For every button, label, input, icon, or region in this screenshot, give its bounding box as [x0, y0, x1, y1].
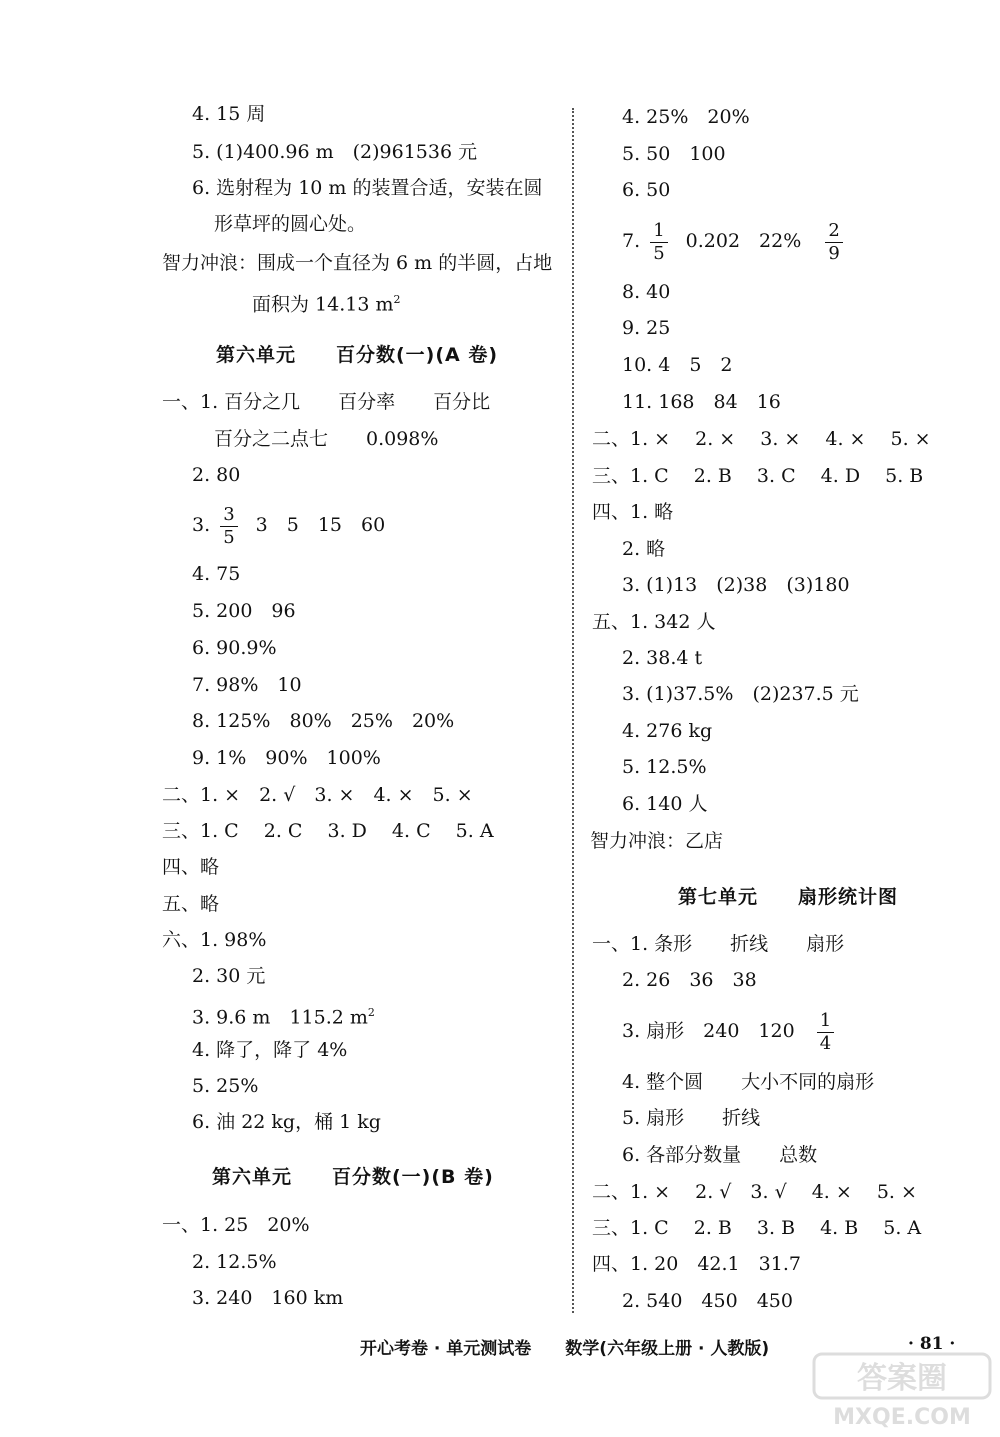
answer-line: 2. 80: [192, 464, 241, 486]
watermark-logo: [812, 1352, 992, 1430]
section-heading: 第七单元 扇形统计图: [678, 886, 899, 908]
answer-line: 6. 90.9%: [192, 637, 277, 659]
answer-line: 3. 240 160 km: [192, 1287, 344, 1309]
fraction: $\frac{2}{9}$: [825, 220, 842, 265]
answer-line: 5. 50 100: [622, 143, 726, 165]
answer-line: 3. $\frac{3}{5}$ 3 5 15 60: [192, 503, 386, 548]
answer-line: 二、1. × 2. √ 3. √ 4. × 5. ×: [592, 1181, 917, 1203]
answer-line: 四、略: [162, 856, 220, 878]
answer-line: 5. 12.5%: [622, 756, 707, 778]
svg-text:MXQE.COM: MXQE.COM: [833, 1405, 971, 1430]
answer-line: 9. 1% 90% 100%: [192, 747, 381, 769]
answer-line: 百分之二点七 0.098%: [214, 428, 439, 450]
answer-line: 4. 15 周: [192, 103, 266, 125]
section-heading: 第六单元 百分数(一)(A 卷): [216, 344, 499, 366]
section-heading: 第六单元 百分数(一)(B 卷): [212, 1166, 494, 1188]
column-divider: [572, 108, 574, 1313]
answer-line: 6. 选射程为 10 m 的装置合适，安装在圆: [192, 177, 543, 199]
answer-line: 智力冲浪：围成一个直径为 6 m 的半圆，占地: [162, 252, 553, 274]
answer-line: 8. 40: [622, 281, 671, 303]
answer-line: 四、1. 20 42.1 31.7: [592, 1253, 801, 1275]
answer-line: 2. 略: [622, 538, 666, 560]
answer-line: 5. 扇形 折线: [622, 1107, 761, 1129]
answer-line: 三、1. C 2. B 3. C 4. D 5. B: [592, 465, 924, 487]
answer-line: 4. 降了，降了 4%: [192, 1039, 348, 1061]
answer-line: 9. 25: [622, 317, 671, 339]
answer-line: 形草坪的圆心处。: [214, 213, 367, 235]
answer-line: 4. 25% 20%: [622, 106, 750, 128]
answer-line: 7. $\frac{1}{5}$ 0.202 22% $\frac{2}{9}$: [622, 218, 861, 265]
answer-line: 三、1. C 2. B 3. B 4. B 5. A: [592, 1217, 922, 1239]
answer-line: 智力冲浪：乙店: [590, 830, 724, 852]
answer-line: 一、1. 百分之几 百分率 百分比: [162, 391, 491, 413]
answer-line: 6. 140 人: [622, 793, 708, 815]
answer-line: 8. 125% 80% 25% 20%: [192, 710, 455, 732]
answer-line: 二、1. × 2. × 3. × 4. × 5. ×: [592, 428, 931, 450]
answer-line: 2. 26 36 38: [622, 969, 757, 991]
answer-line: 二、1. × 2. √ 3. × 4. × 5. ×: [162, 784, 473, 806]
answer-line: 一、1. 25 20%: [162, 1214, 310, 1236]
answer-line: 6. 油 22 kg，桶 1 kg: [192, 1111, 381, 1133]
answer-line: 5. 200 96: [192, 600, 296, 622]
answer-line: 5. (1)400.96 m (2)961536 元: [192, 141, 478, 163]
answer-line: 4. 75: [192, 563, 241, 585]
fraction: $\frac{1}{5}$: [650, 220, 667, 265]
answer-line: 3. (1)37.5% (2)237.5 元: [622, 683, 859, 705]
answer-line: 7. 98% 10: [192, 674, 302, 696]
answer-line: 六、1. 98%: [162, 929, 267, 951]
answer-line: 2. 30 元: [192, 965, 266, 987]
answer-line: 面积为 14.13 $m^2$: [252, 293, 401, 316]
answer-line: 6. 各部分数量 总数: [622, 1144, 818, 1166]
answer-line: 2. 38.4 t: [622, 647, 703, 669]
answer-line: 三、1. C 2. C 3. D 4. C 5. A: [162, 820, 494, 842]
answer-line: 一、1. 条形 折线 扇形: [592, 933, 845, 955]
svg-text:答案圈: 答案圈: [857, 1361, 947, 1396]
fraction: $\frac{3}{5}$: [220, 504, 237, 549]
page-number: · 81 ·: [908, 1334, 956, 1354]
answer-line: 五、1. 342 人: [592, 611, 716, 633]
answer-line: 3. (1)13 (2)38 (3)180: [622, 574, 850, 596]
answer-line: 4. 276 kg: [622, 720, 713, 742]
answer-line: 3. 扇形 240 120 $\frac{1}{4}$: [622, 1008, 852, 1055]
answer-line: 6. 50: [622, 179, 671, 201]
fraction: $\frac{1}{4}$: [817, 1010, 834, 1055]
answer-line: 5. 25%: [192, 1075, 259, 1097]
answer-line: 4. 整个圆 大小不同的扇形: [622, 1071, 875, 1093]
page-footer: 开心考卷 · 单元测试卷 数学(六年级上册 · 人教版): [360, 1339, 770, 1359]
answer-line: 四、1. 略: [592, 501, 674, 523]
answer-line: 10. 4 5 2: [622, 354, 733, 376]
answer-line: 11. 168 84 16: [622, 391, 781, 413]
answer-line: 3. 9.6 m 115.2 $m^2$: [192, 1006, 375, 1029]
answer-line: 2. 12.5%: [192, 1251, 277, 1273]
answer-line: 五、略: [162, 893, 220, 915]
answer-line: 2. 540 450 450: [622, 1290, 793, 1312]
